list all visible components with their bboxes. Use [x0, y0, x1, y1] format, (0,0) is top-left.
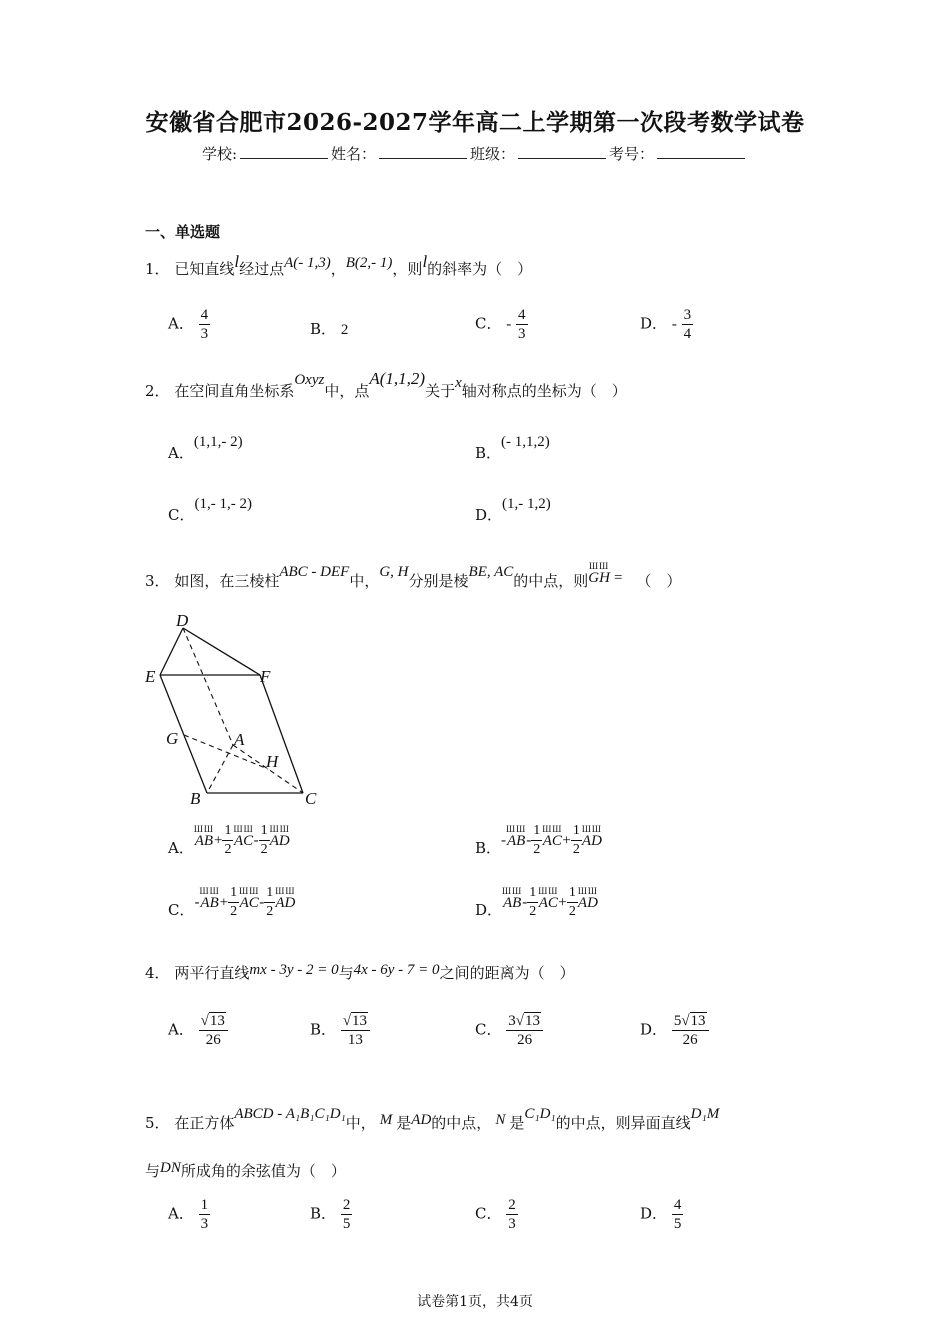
label-f: F — [260, 667, 271, 686]
option-label: B． — [475, 444, 502, 462]
math-oxyz: Oxyz — [294, 372, 325, 388]
stem-text: 在空间直角坐标系 — [174, 382, 295, 400]
math-ad: AD — [411, 1112, 432, 1128]
vector-ab — [194, 825, 214, 849]
vector-letters: GH — [588, 570, 610, 586]
vector-arrow: ШШ — [239, 885, 260, 896]
denominator: 13 — [347, 1032, 363, 1048]
fraction — [506, 1012, 543, 1049]
fraction-half — [259, 822, 270, 859]
radicand: 13 — [690, 1013, 706, 1029]
page-title: 安徽省合肥市2026-2027学年高二上学期第一次段考数学试卷 — [145, 109, 805, 136]
stem-text: 轴对称点的坐标为（ ） — [461, 382, 627, 400]
vector-arrow: ШШ — [506, 823, 527, 834]
option-value: (- 1,1,2) — [501, 434, 550, 450]
edge-ab-hidden — [207, 745, 233, 793]
fraction-half — [527, 884, 538, 921]
denominator: 2 — [260, 842, 268, 857]
vector-ad — [582, 825, 602, 849]
stem-text: ，则 — [392, 260, 423, 278]
vector-letters: AC — [538, 894, 558, 911]
question-2-stem — [145, 369, 627, 401]
label-a: A — [234, 730, 245, 749]
question-1-stem — [145, 252, 533, 279]
numerator: 4 — [200, 307, 209, 323]
stem-text: 的中点， — [431, 1114, 492, 1132]
option-label: C． — [168, 506, 195, 524]
fraction — [199, 1196, 211, 1233]
numerator: 1 — [531, 822, 542, 841]
vector-letters: AB — [194, 832, 214, 849]
math-cube: ABCD - A₁B₁C₁D₁ — [234, 1106, 346, 1122]
numerator: 3√13 — [506, 1012, 543, 1031]
coefficient: 3 — [508, 1013, 516, 1029]
segment-gh-hidden — [184, 735, 268, 769]
edge-da-hidden — [183, 628, 233, 745]
stem-text: 经过点 — [239, 260, 285, 278]
option-label: C． — [475, 1204, 502, 1223]
vector-letters: AC — [239, 894, 259, 911]
q5-option-d[interactable] — [640, 1196, 683, 1233]
numerator: 1 — [527, 884, 538, 903]
fraction-half — [264, 884, 275, 921]
q3-option-d[interactable] — [475, 884, 598, 921]
denominator: 3 — [200, 1216, 209, 1232]
question-4-stem — [145, 962, 575, 983]
vector-letters: AD — [577, 894, 598, 911]
fraction — [682, 306, 694, 343]
numerator: 1 — [200, 1197, 209, 1213]
math-d1m: D₁M — [690, 1106, 720, 1122]
q3-option-b[interactable] — [475, 822, 602, 859]
q2-option-d[interactable] — [475, 492, 551, 524]
fraction-half — [571, 822, 582, 859]
option-label: D． — [640, 1204, 668, 1223]
school-blank[interactable] — [240, 144, 328, 159]
name-label: 姓名： — [331, 145, 377, 163]
stem-text: （ ） — [636, 572, 682, 590]
denominator: 2 — [533, 842, 541, 857]
option-label: D． — [475, 900, 503, 919]
stem-text: 所成角的余弦值为（ ） — [180, 1162, 346, 1180]
stem-text: 是 — [509, 1114, 525, 1132]
q5-option-b[interactable] — [310, 1196, 352, 1233]
option-label: D． — [475, 506, 503, 524]
option-label: A． — [168, 444, 194, 462]
option-label: C． — [475, 314, 502, 333]
option-label: B． — [310, 320, 337, 338]
radicand: 13 — [209, 1013, 225, 1029]
vector-ab — [502, 887, 522, 911]
denominator: 2 — [224, 842, 232, 857]
operator: + — [214, 832, 223, 849]
denominator: 5 — [342, 1216, 351, 1232]
label-d: D — [176, 611, 189, 630]
vector-ac — [538, 887, 558, 911]
name-blank[interactable] — [379, 144, 467, 159]
fraction — [516, 306, 528, 343]
student-info-line — [0, 143, 950, 164]
vector-arrow: ШШ — [538, 885, 559, 896]
option-value: (1,- 1,2) — [502, 496, 551, 512]
operator: + — [562, 832, 571, 849]
question-3-stem — [145, 561, 682, 591]
operator: - — [522, 894, 528, 911]
fraction-half — [531, 822, 542, 859]
denominator: 4 — [683, 326, 692, 342]
vector-arrow: ШШ — [577, 885, 599, 896]
math-l: l — [234, 252, 240, 271]
numerator: 1 — [228, 884, 239, 903]
denominator: 3 — [508, 1216, 516, 1232]
denominator: 26 — [682, 1032, 698, 1048]
radicand: 13 — [525, 1013, 540, 1029]
vector-letters: AD — [581, 832, 602, 849]
option-label: A． — [168, 1020, 194, 1039]
vector-ac — [239, 887, 259, 911]
numerator: √13 — [341, 1012, 370, 1031]
numerator: 4 — [673, 1197, 682, 1213]
numerator: 2 — [508, 1197, 516, 1213]
vector-ac — [542, 825, 562, 849]
operator: - — [259, 894, 265, 911]
stem-text: 之间的距离为（ ） — [439, 964, 575, 982]
label-g: G — [166, 729, 179, 748]
q2-option-b[interactable] — [475, 430, 550, 462]
fraction-half — [228, 884, 239, 921]
numerator: 1 — [259, 822, 270, 841]
numerator: 1 — [567, 884, 578, 903]
numerator: 3 — [683, 307, 692, 323]
stem-text: ， — [330, 260, 346, 278]
q4-option-c[interactable] — [475, 1012, 543, 1049]
fraction — [341, 1012, 370, 1049]
label-c: C — [305, 789, 317, 808]
option-label: B． — [310, 1204, 337, 1223]
q1-option-b[interactable] — [310, 318, 348, 339]
question-number: 3． — [145, 572, 170, 590]
stem-text: 与 — [338, 964, 354, 982]
stem-text: 已知直线 — [174, 260, 235, 278]
fraction-half — [567, 884, 578, 921]
vector-arrow: ШШ — [269, 823, 290, 834]
vector-ab — [506, 825, 526, 849]
math-c1d1: C₁D₁ — [524, 1106, 556, 1122]
section-title: 一、单选题 — [145, 223, 221, 241]
vector-arrow: ШШ — [193, 823, 215, 834]
q1-option-d[interactable] — [640, 306, 693, 343]
sign: - — [501, 832, 507, 849]
option-label: D． — [640, 314, 668, 333]
vector-arrow: ШШ — [581, 823, 603, 834]
question-number: 5． — [145, 1114, 170, 1132]
math-dn: DN — [160, 1160, 181, 1176]
math-line-1: mx - 3y - 2 = 0 — [249, 962, 339, 978]
page-footer: 试卷第1页，共4页 — [417, 1294, 533, 1310]
vector-ad — [275, 887, 295, 911]
option-label: B． — [310, 1020, 337, 1039]
denominator: 2 — [266, 904, 274, 919]
option-label: C． — [475, 1020, 502, 1039]
q4-option-a[interactable] — [168, 1012, 228, 1049]
math-m: M — [379, 1112, 393, 1128]
math-point-a: A(- 1,3) — [284, 255, 331, 271]
stem-text: 如图，在三棱柱 — [174, 572, 280, 590]
q1-option-c[interactable] — [475, 306, 528, 343]
denominator: 3 — [518, 326, 526, 342]
denominator: 2 — [529, 904, 537, 919]
q5-option-a[interactable] — [168, 1196, 210, 1233]
vector-ad — [270, 825, 290, 849]
math-point-b: B(2,- 1) — [345, 255, 393, 271]
fraction — [672, 1196, 684, 1233]
edge-de — [160, 628, 183, 675]
operator: - — [526, 832, 532, 849]
vector-ad — [578, 887, 598, 911]
q3-option-a[interactable] — [168, 822, 290, 859]
fraction — [341, 1196, 353, 1233]
stem-text: 中， — [349, 572, 380, 590]
vector-letters: AD — [275, 894, 296, 911]
minus-sign: - — [506, 316, 512, 333]
vector-ac — [233, 825, 253, 849]
minus-sign: - — [671, 316, 677, 333]
fraction — [506, 1196, 518, 1233]
class-label: 班级： — [470, 145, 516, 163]
question-5-stem-line-2 — [145, 1160, 346, 1181]
exam-number-blank[interactable] — [657, 144, 745, 159]
sign: - — [194, 894, 200, 911]
vector-arrow: ШШ — [275, 885, 296, 896]
label-b: B — [190, 789, 201, 808]
vector-arrow: ШШ — [233, 823, 254, 834]
numerator: 1 — [222, 822, 233, 841]
q4-option-b[interactable] — [310, 1012, 370, 1049]
q5-option-c[interactable] — [475, 1196, 518, 1233]
stem-text: 的斜率为（ ） — [427, 260, 533, 278]
radicand: 13 — [352, 1013, 368, 1029]
vector-ab — [199, 887, 219, 911]
numerator: 1 — [571, 822, 582, 841]
math-n: N — [495, 1112, 506, 1128]
option-value: (1,- 1,- 2) — [194, 496, 252, 512]
math-point-a: A(1,1,2) — [369, 369, 426, 388]
math-prism: ABC - DEF — [279, 564, 350, 580]
edge-df — [183, 628, 260, 675]
class-blank[interactable] — [518, 144, 606, 159]
denominator: 2 — [230, 904, 238, 919]
q2-option-a[interactable] — [168, 430, 243, 462]
coefficient: 5 — [673, 1013, 682, 1029]
q1-option-a[interactable] — [168, 306, 210, 343]
option-label: C． — [168, 900, 195, 919]
vector-letters: AB — [506, 832, 526, 849]
q4-option-d[interactable] — [640, 1012, 709, 1049]
label-h: H — [266, 752, 279, 771]
vector-letters: AC — [542, 832, 562, 849]
operator: + — [558, 894, 567, 911]
option-label: D． — [640, 1020, 668, 1039]
option-label: A． — [168, 314, 194, 333]
denominator: 5 — [673, 1216, 682, 1232]
edge-fc — [260, 675, 303, 793]
q2-option-c[interactable] — [168, 492, 252, 524]
numerator: 1 — [264, 884, 275, 903]
denominator: 3 — [200, 326, 209, 342]
denominator: 2 — [572, 842, 580, 857]
numerator: √13 — [199, 1012, 228, 1031]
exam-number-label: 考号： — [609, 145, 655, 163]
stem-text: 是 — [396, 1114, 412, 1132]
label-e: E — [145, 667, 156, 686]
option-label: A． — [168, 1204, 194, 1223]
numerator: 4 — [518, 307, 526, 323]
vector-arrow: ШШ — [542, 823, 563, 834]
vector-letters: AB — [502, 894, 522, 911]
fraction-half — [222, 822, 233, 859]
math-line-2: 4x - 6y - 7 = 0 — [353, 962, 440, 978]
vector-arrow: ШШ — [199, 885, 220, 896]
denominator: 2 — [568, 904, 576, 919]
vector-arrow: ШШ — [502, 885, 523, 896]
stem-text: 在正方体 — [174, 1114, 235, 1132]
vector-gh — [588, 562, 610, 586]
question-5-stem — [145, 1106, 720, 1133]
stem-text: 中， — [345, 1114, 376, 1132]
operator: - — [253, 832, 259, 849]
vector-letters: AC — [233, 832, 254, 849]
school-label: 学校: — [201, 145, 237, 163]
numerator: 5√13 — [672, 1012, 709, 1031]
vector-arrow: ШШ — [589, 561, 610, 571]
equals-sign: = — [613, 570, 623, 586]
fraction — [672, 1012, 709, 1049]
math-edges: BE, AC — [468, 564, 514, 580]
vector-letters: AB — [200, 894, 219, 911]
question-number: 2． — [145, 382, 170, 400]
stem-text: 分别是棱 — [408, 572, 469, 590]
stem-text: 中，点 — [324, 382, 370, 400]
q3-option-c[interactable] — [168, 884, 295, 921]
stem-text: 两平行直线 — [174, 964, 250, 982]
question-number: 1． — [145, 260, 170, 278]
stem-text: 的中点，则 — [513, 572, 589, 590]
operator: + — [219, 894, 229, 911]
denominator: 26 — [517, 1032, 533, 1048]
numerator: 2 — [342, 1197, 351, 1213]
option-value: (1,1,- 2) — [193, 434, 243, 450]
math-l: l — [422, 252, 428, 271]
option-value: 2 — [340, 322, 349, 338]
math-gh: G, H — [379, 564, 409, 580]
triangular-prism-figure — [140, 605, 340, 810]
option-label: B． — [475, 838, 502, 857]
question-number: 4． — [145, 964, 170, 982]
stem-text: 关于 — [425, 382, 456, 400]
fraction — [199, 306, 211, 343]
stem-text: 与 — [145, 1162, 161, 1180]
vector-letters: AD — [269, 832, 290, 849]
fraction — [199, 1012, 228, 1049]
math-x: x — [455, 375, 462, 391]
stem-text: 的中点，则异面直线 — [555, 1114, 691, 1132]
denominator: 26 — [205, 1032, 221, 1048]
option-label: A． — [168, 838, 194, 857]
